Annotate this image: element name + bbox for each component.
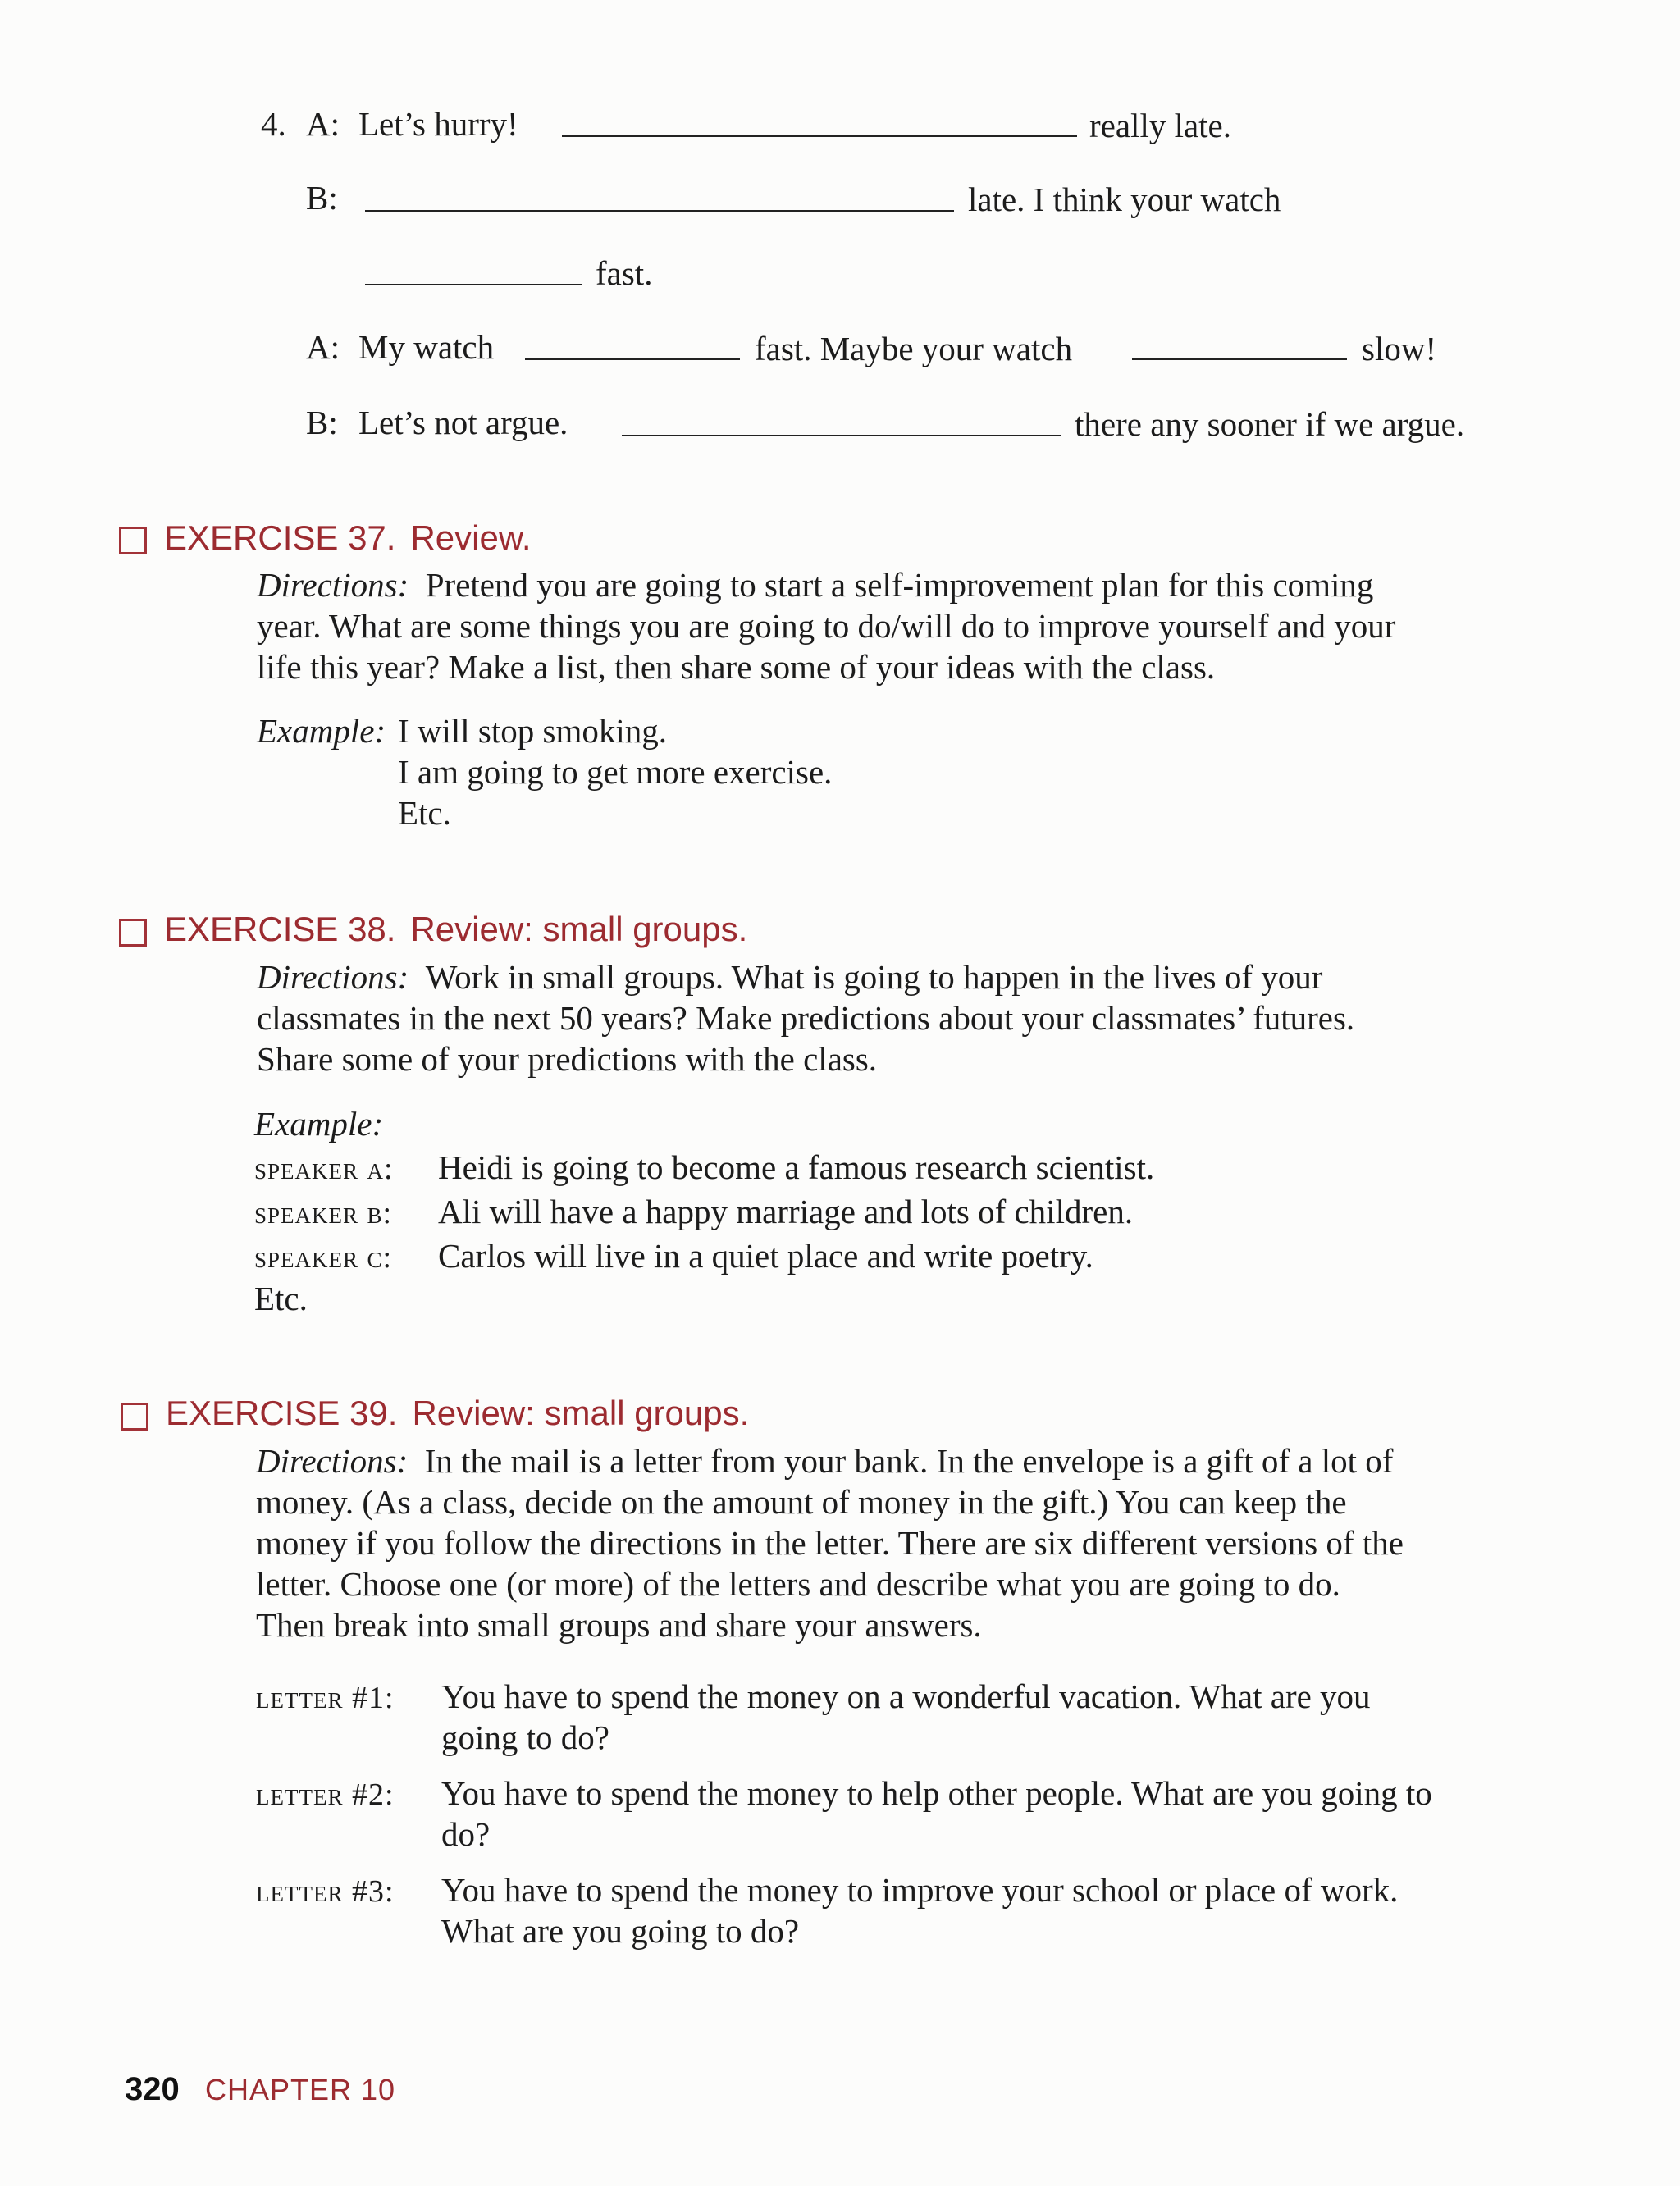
page-number: 320 (125, 2071, 180, 2107)
directions-text: classmates in the next 50 years? Make predictions about your classmates’ futures. (257, 999, 1355, 1037)
example-line: I am going to get more exercise. (398, 753, 833, 791)
directions-text: Work in small groups. What is going to happen in the lives of your (425, 958, 1323, 996)
directions-text: In the mail is a letter from your bank. In the envelope is a gift of a lot of (424, 1442, 1394, 1480)
letter-label: letter #3: (256, 1874, 395, 1909)
directions-text: life this year? Make a list, then share some of your ideas with the class. (257, 648, 1216, 686)
example-label: Example: (257, 712, 386, 750)
directions-text: money if you follow the directions in the letter. There are six different versions of the (256, 1524, 1404, 1562)
directions-text: Share some of your predictions with the class. (257, 1040, 878, 1078)
exercise-number: EXERCISE 39. (166, 1394, 398, 1432)
answer-blank[interactable] (525, 358, 740, 360)
letter-text: going to do? (441, 1718, 609, 1756)
letter-text: What are you going to do? (441, 1912, 800, 1950)
exercise-title: Review: small groups. (412, 1394, 750, 1432)
speaker-b-label: B: (306, 404, 338, 441)
exercise-39-checkbox[interactable] (121, 1403, 148, 1431)
directions-label: Directions: (257, 958, 409, 996)
dialogue-text: really late. (1089, 107, 1232, 144)
example-line: I will stop smoking. (398, 712, 668, 750)
dialogue-text: My watch (358, 328, 495, 366)
exercise-37-heading (164, 518, 532, 559)
speaker-text: Heidi is going to become a famous research scientist. (438, 1148, 1155, 1186)
item-number: 4. (261, 105, 286, 143)
speaker-label: speaker c: (254, 1240, 393, 1275)
directions-text: Then break into small groups and share your answers. (256, 1606, 982, 1644)
speaker-text: Carlos will live in a quiet place and write poetry. (438, 1237, 1093, 1275)
exercise-39-heading (166, 1393, 749, 1434)
answer-blank[interactable] (365, 210, 954, 212)
letter-text: do? (441, 1815, 491, 1853)
letter-label: letter #2: (256, 1778, 395, 1812)
letter-text: You have to spend the money to improve your school or place of work. (441, 1871, 1399, 1909)
exercise-38-heading (164, 909, 747, 950)
directions-text: year. What are some things you are going to do/will do to improve yourself and your (257, 607, 1396, 645)
example-line: Etc. (398, 794, 451, 832)
directions-label: Directions: (256, 1442, 409, 1480)
letter-text: You have to spend the money on a wonderful vacation. What are you (441, 1677, 1371, 1715)
speaker-a-label: A: (306, 328, 340, 366)
speaker-label: speaker a: (254, 1152, 394, 1186)
speaker-b-label: B: (306, 179, 338, 217)
dialogue-text: fast. Maybe your watch (755, 330, 1073, 367)
exercise-number: EXERCISE 37. (164, 518, 396, 557)
answer-blank[interactable] (562, 135, 1077, 137)
exercise-title: Review: small groups. (410, 910, 748, 948)
answer-blank[interactable] (622, 435, 1061, 436)
exercise-38-directions (257, 956, 1553, 1079)
answer-blank[interactable] (1132, 358, 1347, 360)
directions-text: letter. Choose one (or more) of the letters and describe what you are going to do. (256, 1565, 1340, 1603)
exercise-38-checkbox[interactable] (119, 919, 147, 947)
dialogue-text: fast. (596, 254, 653, 292)
exercise-39-directions (256, 1440, 1552, 1645)
speaker-a-label: A: (306, 105, 340, 143)
directions-label: Directions: (257, 566, 409, 604)
speaker-label: speaker b: (254, 1196, 393, 1230)
exercise-37-directions (257, 564, 1553, 687)
etc-text: Etc. (254, 1280, 308, 1317)
letter-text: You have to spend the money to help other people. What are you going to (441, 1774, 1432, 1812)
exercise-number: EXERCISE 38. (164, 910, 396, 948)
speaker-text: Ali will have a happy marriage and lots of children. (438, 1193, 1134, 1230)
exercise-37-checkbox[interactable] (119, 527, 147, 554)
dialogue-text: there any sooner if we argue. (1075, 405, 1465, 443)
directions-text: Pretend you are going to start a self-improvement plan for this coming (425, 566, 1374, 604)
letter-label: letter #1: (256, 1681, 395, 1715)
dialogue-text: Let’s not argue. (358, 404, 568, 441)
answer-blank[interactable] (365, 284, 582, 285)
directions-text: money. (As a class, decide on the amount of money in the gift.) You can keep the (256, 1483, 1347, 1521)
dialogue-text: late. I think your watch (968, 180, 1281, 218)
example-label: Example: (254, 1105, 384, 1143)
chapter-label: CHAPTER 10 (205, 2073, 396, 2106)
dialogue-text: Let’s hurry! (358, 105, 518, 143)
exercise-title: Review. (410, 518, 532, 557)
dialogue-text: slow! (1362, 330, 1437, 367)
